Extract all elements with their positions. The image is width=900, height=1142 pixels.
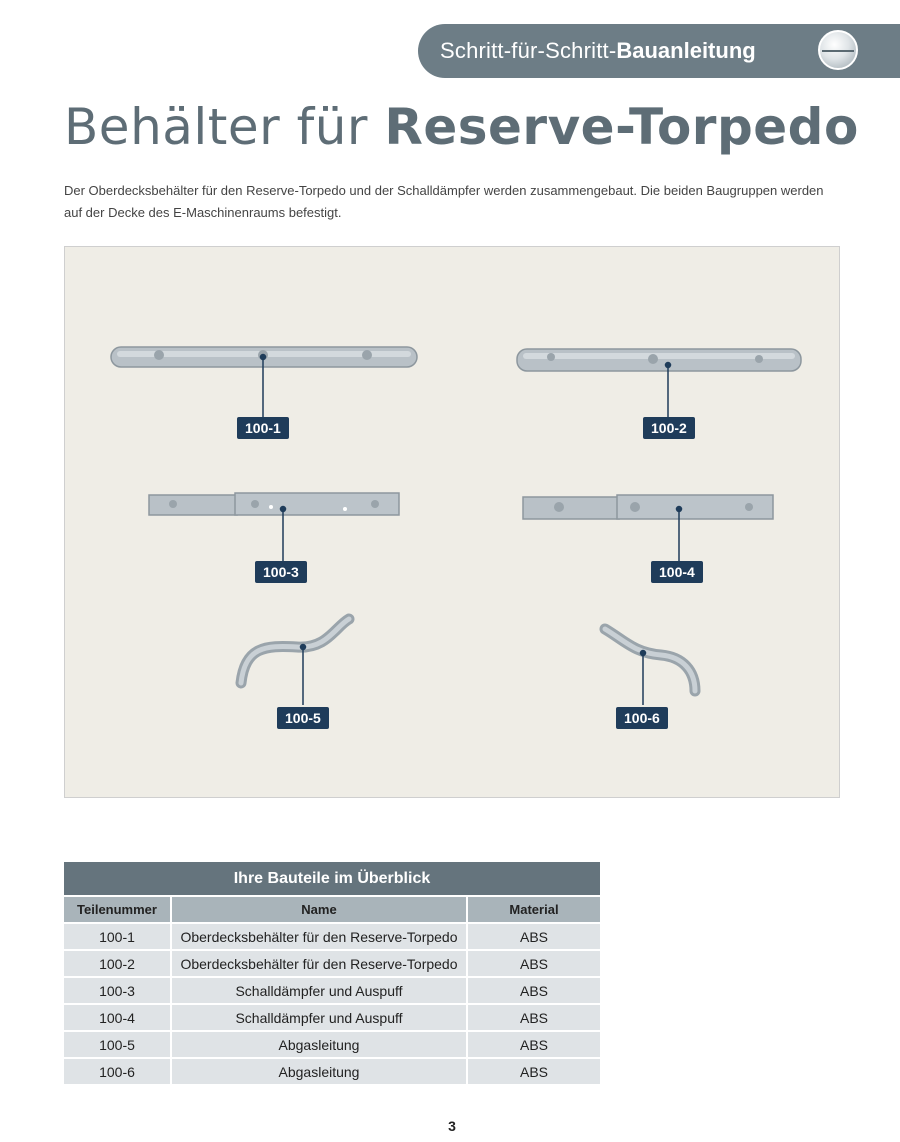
table-header-row	[64, 895, 600, 922]
part-tag-100-5: 100-5	[277, 707, 329, 729]
leader-lines	[261, 355, 682, 706]
table-cell-material: ABS	[468, 1003, 600, 1030]
table-cell-name: Schalldämpfer und Auspuff	[172, 1003, 468, 1030]
table-row	[64, 976, 600, 1003]
table-cell-part-number: 100-2	[64, 949, 172, 976]
table-cell-name: Oberdecksbehälter für den Reserve-Torpedo	[172, 922, 468, 949]
table-row	[64, 1030, 600, 1057]
column-header-material: Material	[468, 895, 600, 922]
page-title	[64, 98, 859, 156]
part-100-4-shape	[523, 495, 773, 519]
table-cell-part-number: 100-4	[64, 1003, 172, 1030]
part-tag-100-3: 100-3	[255, 561, 307, 583]
parts-illustration	[65, 247, 841, 799]
part-tag-100-4: 100-4	[651, 561, 703, 583]
table-cell-material: ABS	[468, 1030, 600, 1057]
section-header-bold: Bauanleitung	[616, 38, 756, 63]
table-cell-name: Abgasleitung	[172, 1030, 468, 1057]
part-100-3-shape	[149, 493, 399, 515]
parts-photo	[64, 246, 840, 798]
table-cell-part-number: 100-1	[64, 922, 172, 949]
table-cell-name: Abgasleitung	[172, 1057, 468, 1084]
part-100-5-shape	[241, 619, 349, 683]
intro-text: Der Oberdecksbehälter für den Reserve-Torpedo und der Schalldämpfer werden zusammengebaut. Die beiden Baugruppen werden auf der Decke des E-Maschinenraums befestigt.	[64, 183, 824, 220]
part-tag-100-2: 100-2	[643, 417, 695, 439]
table-row	[64, 1057, 600, 1084]
table-cell-material: ABS	[468, 922, 600, 949]
part-100-6-shape	[605, 629, 695, 691]
part-100-2-shape	[517, 349, 801, 371]
table-row	[64, 1003, 600, 1030]
part-tag-100-1: 100-1	[237, 417, 289, 439]
table-row	[64, 922, 600, 949]
table-cell-part-number: 100-5	[64, 1030, 172, 1057]
column-header-name: Name	[172, 895, 468, 922]
table-caption-row	[64, 862, 600, 895]
section-header-prefix: Schritt-für-Schritt-	[440, 38, 617, 63]
part-tag-100-6: 100-6	[616, 707, 668, 729]
table-cell-material: ABS	[468, 1057, 600, 1084]
parts-overview-table	[64, 862, 600, 1084]
globe-logo-icon	[818, 30, 858, 70]
table-cell-name: Oberdecksbehälter für den Reserve-Torpedo	[172, 949, 468, 976]
table-caption: Ihre Bauteile im Überblick	[64, 862, 600, 895]
column-header-part-number: Teilenummer	[64, 895, 172, 922]
table-cell-material: ABS	[468, 949, 600, 976]
table-row	[64, 949, 600, 976]
table-cell-part-number: 100-3	[64, 976, 172, 1003]
table-cell-name: Schalldämpfer und Auspuff	[172, 976, 468, 1003]
page-title-normal: Behälter für	[64, 98, 385, 156]
table-cell-material: ABS	[468, 976, 600, 1003]
page-number: 3	[448, 1118, 456, 1134]
table-cell-part-number: 100-6	[64, 1057, 172, 1084]
page-title-bold: Reserve-Torpedo	[384, 98, 859, 156]
